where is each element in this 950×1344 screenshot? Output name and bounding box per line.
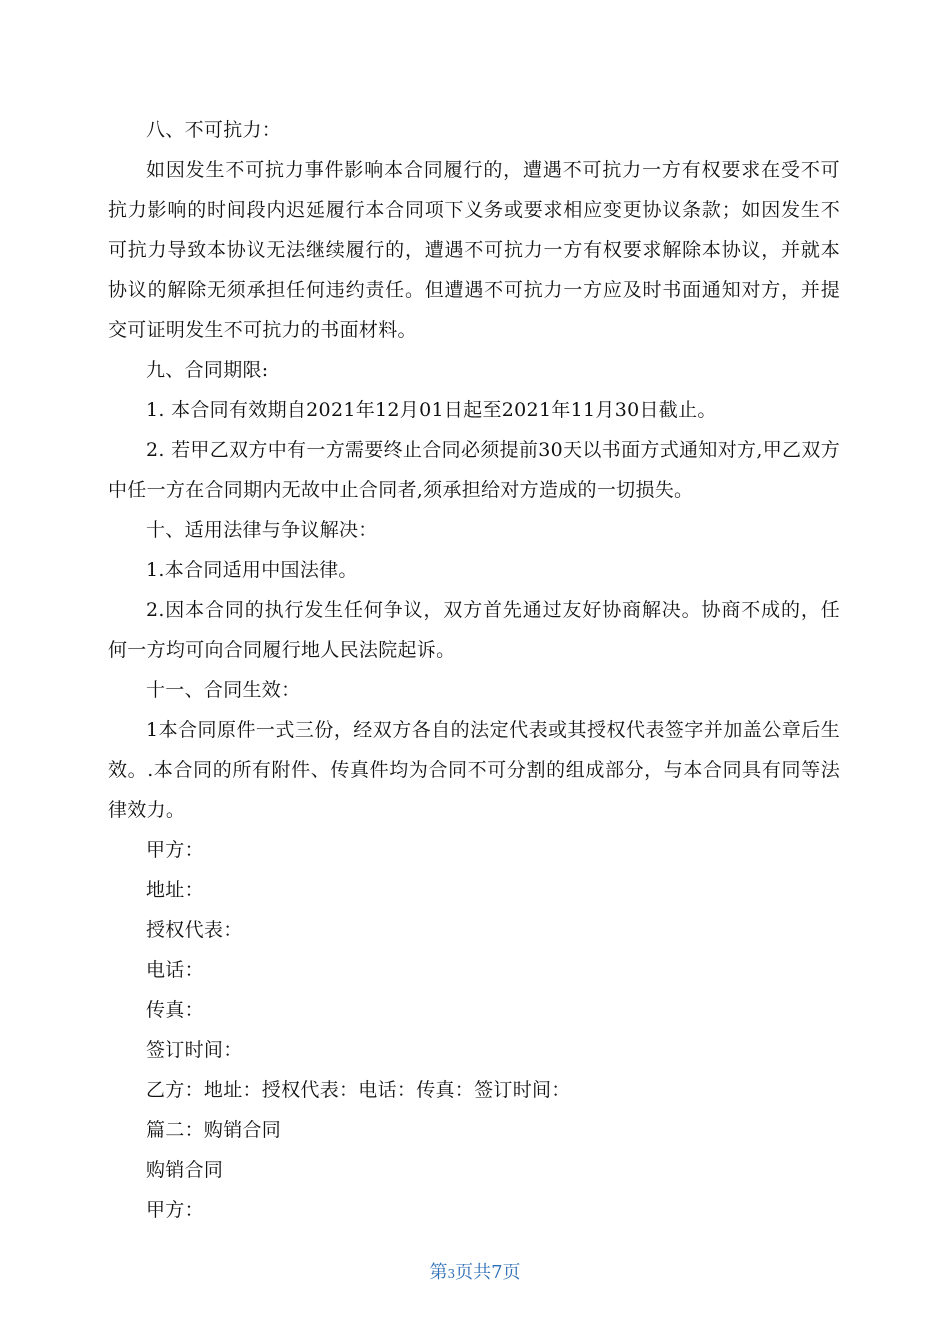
paragraph-term-1: 1. 本合同有效期自2021年12月01日起至2021年11月30日截止。 [146, 399, 717, 421]
party-a-label-2: 甲方： [146, 1199, 204, 1221]
footer-prefix: 第 [429, 1262, 448, 1283]
footer-middle: 页共 [455, 1262, 492, 1283]
section-heading-effectiveness: 十一、合同生效： [146, 679, 301, 701]
paragraph-force-majeure: 如因发生不可抗力事件影响本合同履行的，遭遇不可抗力一方有权要求在受不可抗力影响的时间段内迟延履行本合同项下义务或要求相应变更协议条款；如因发生不可抗力导致本协议无法继续履行的，遭遇不可抗力一方有权要求解除本协议，并就本协议的解除无须承担任何违约责任。但遭遇不可抗力一方应及时书面通知对方，并提交可证明发生不可抗力的书面材料。 [108, 159, 840, 341]
phone-label: 电话： [146, 959, 204, 981]
signing-date-label: 签订时间： [146, 1039, 243, 1061]
paragraph-law-2: 2.因本合同的执行发生任何争议，双方首先通过友好协商解决。协商不成的，任何一方均可向合同履行地人民法院起诉。 [108, 599, 840, 661]
section-heading-force-majeure: 八、不可抗力： [146, 119, 282, 141]
footer-suffix: 页 [502, 1262, 521, 1283]
paragraph-law-1: 1.本合同适用中国法律。 [146, 559, 358, 581]
section-heading-governing-law: 十、适用法律与争议解决： [146, 519, 378, 541]
address-label: 地址： [146, 879, 204, 901]
fax-label: 传真： [146, 999, 204, 1021]
section-heading-contract-term: 九、合同期限: [146, 359, 269, 381]
footer-page-total: 7 [491, 1262, 503, 1283]
part-two-heading: 篇二：购销合同 [146, 1119, 282, 1141]
paragraph-term-2: 2. 若甲乙双方中有一方需要终止合同必须提前30天以书面方式通知对方,甲乙双方中任一方在合同期内无故中止合同者,须承担给对方造成的一切损失。 [108, 439, 840, 501]
party-a-label: 甲方： [146, 839, 204, 861]
page-footer [0, 1258, 950, 1284]
party-b-line: 乙方：地址：授权代表：电话：传真：签订时间： [146, 1079, 571, 1101]
footer-page-current: 3 [447, 1267, 456, 1281]
contract-title: 购销合同 [146, 1159, 224, 1181]
authorized-rep-label: 授权代表： [146, 919, 243, 941]
document-body [108, 110, 840, 1230]
paragraph-effectiveness-1: 1本合同原件一式三份，经双方各自的法定代表或其授权代表签字并加盖公章后生效。.本合同的所有附件、传真件均为合同不可分割的组成部分，与本合同具有同等法律效力。 [108, 719, 840, 821]
